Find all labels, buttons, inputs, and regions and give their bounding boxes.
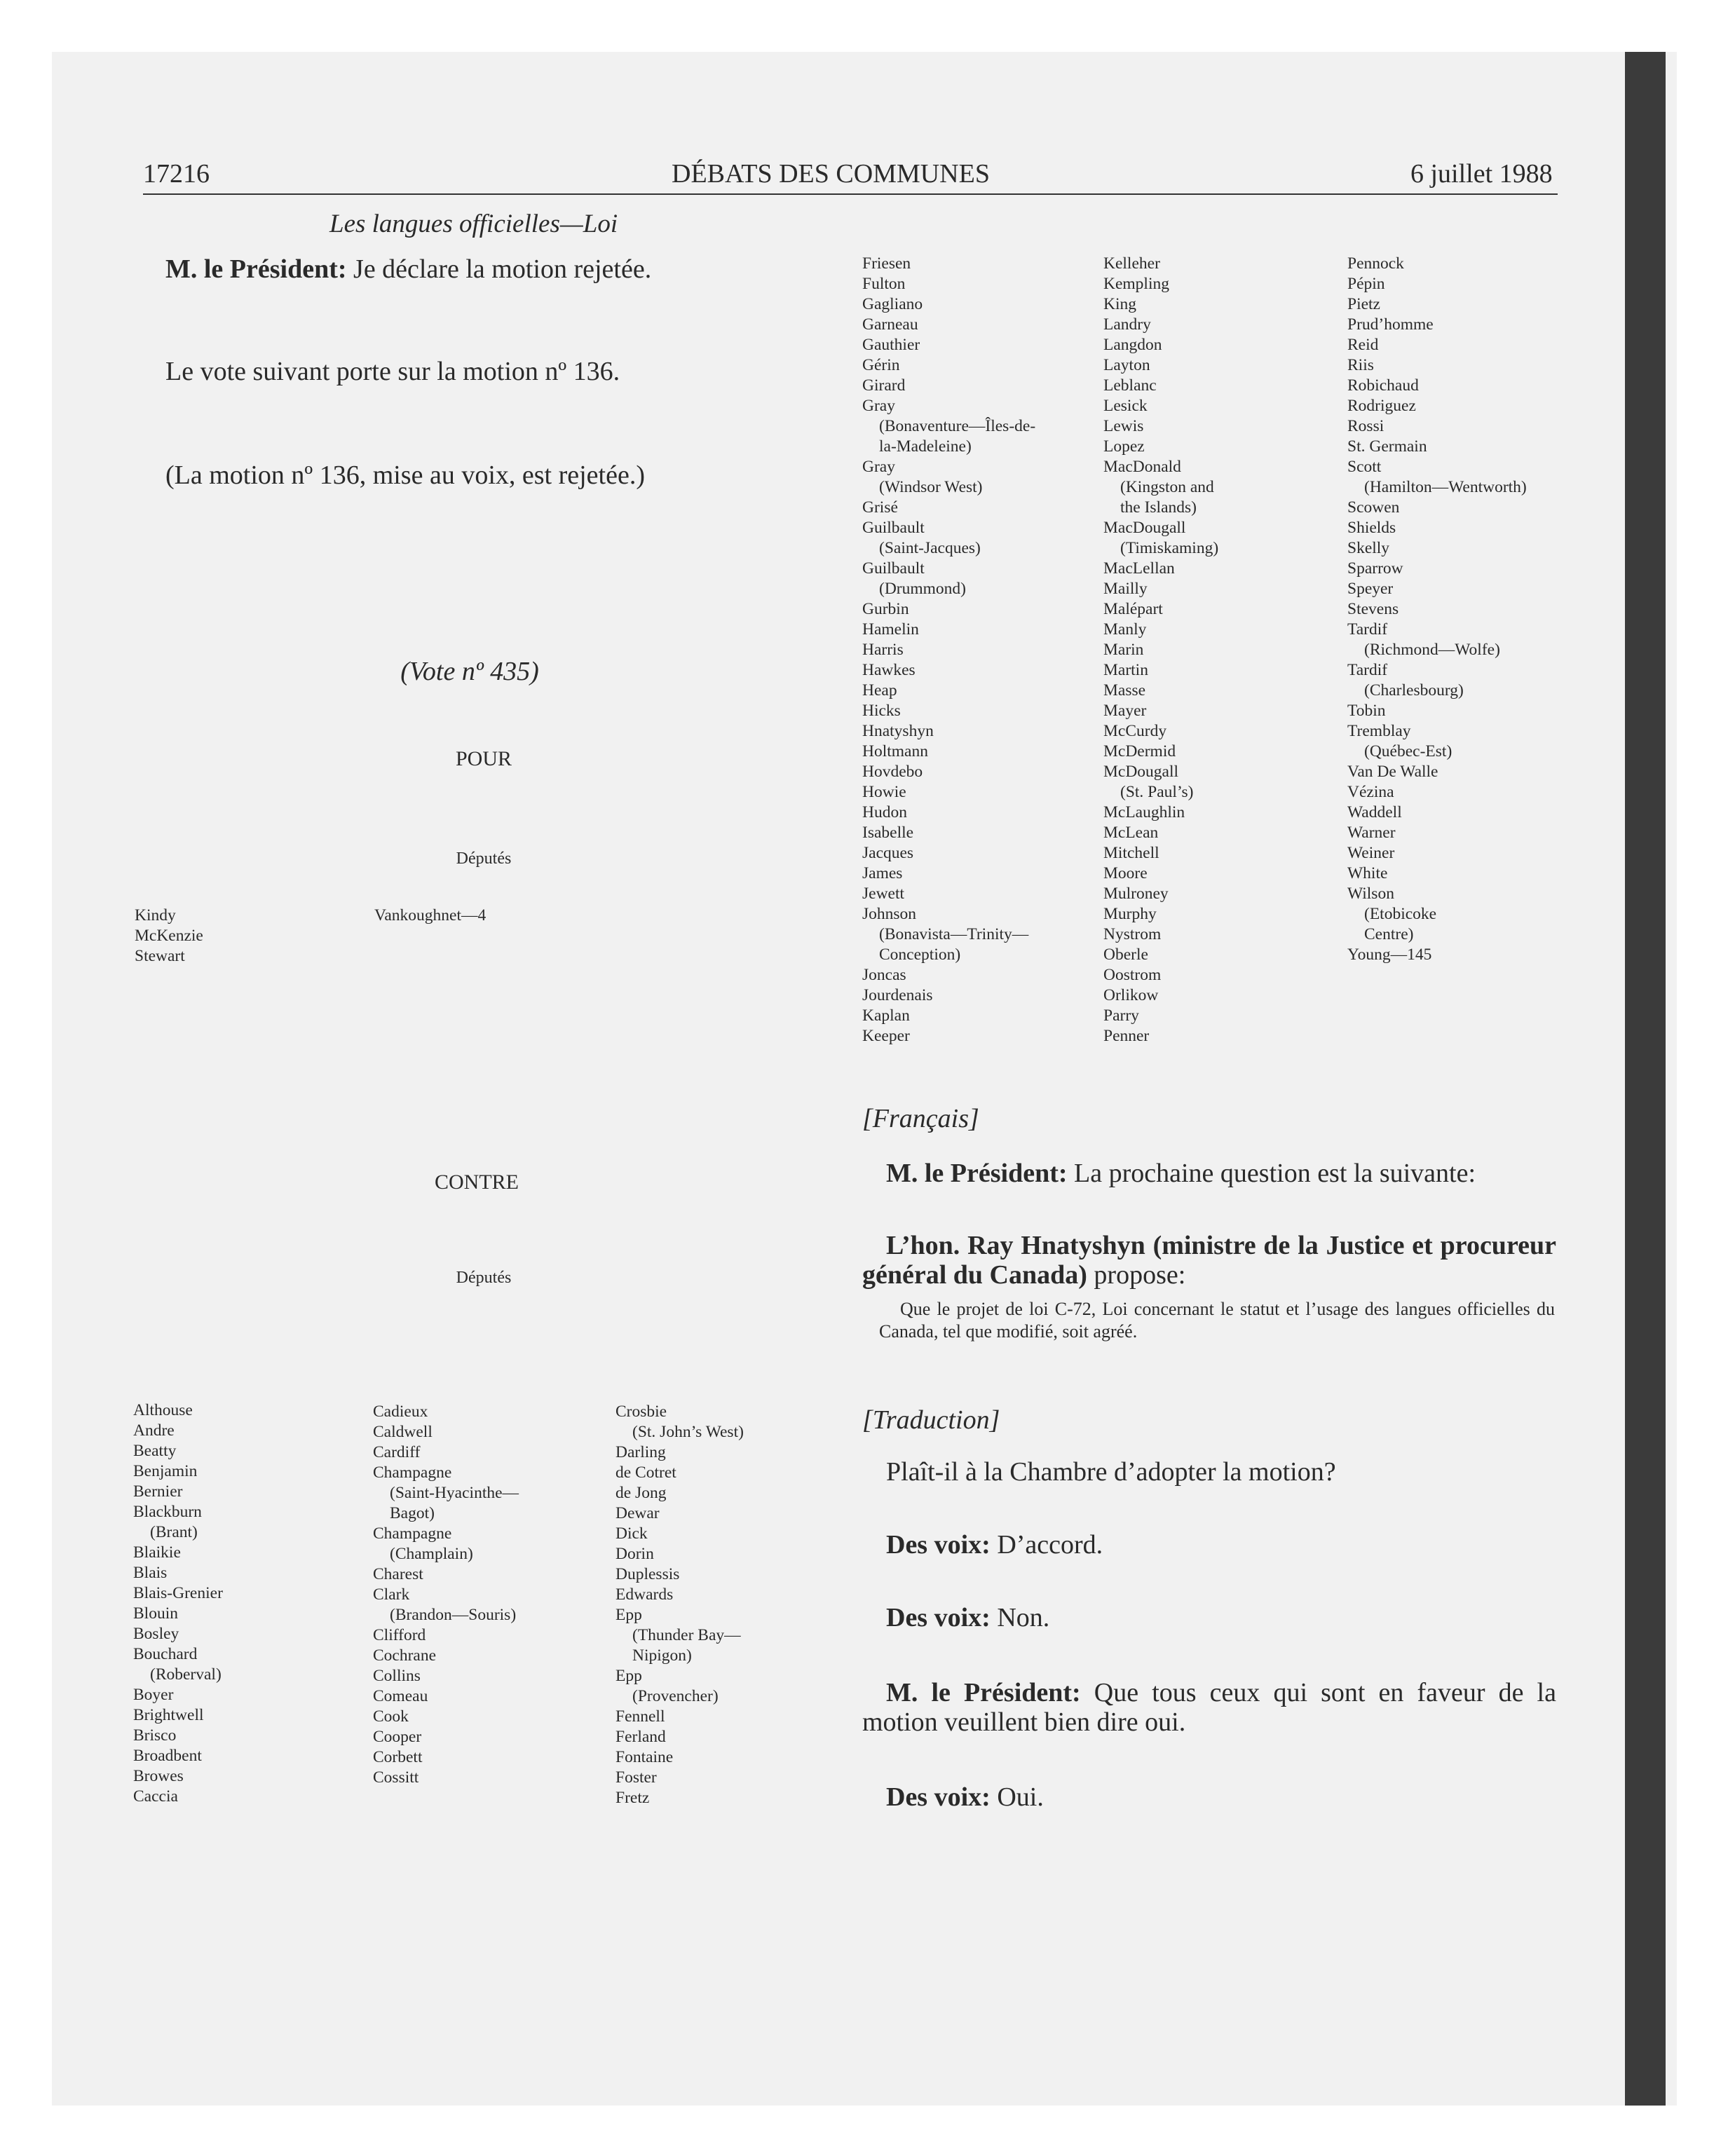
member-name: Stevens	[1347, 600, 1399, 618]
member-name: Althouse	[133, 1401, 193, 1419]
member-name: Tardif	[1347, 620, 1388, 639]
speech: propose:	[1087, 1260, 1186, 1290]
voices-disagree	[886, 1601, 1552, 1635]
member-name: Mailly	[1103, 580, 1148, 598]
header-rule	[143, 193, 1558, 195]
member-name: Andre	[133, 1421, 175, 1440]
member-name: Prud’homme	[1347, 315, 1434, 334]
member-name: Harris	[862, 641, 904, 659]
member-name: Dewar	[615, 1504, 660, 1522]
speech: Oui.	[990, 1782, 1044, 1812]
member-name: Corbett	[373, 1748, 423, 1766]
member-name: McDermid	[1103, 742, 1176, 760]
member-name: Leblanc	[1103, 376, 1157, 395]
member-name: Kempling	[1103, 275, 1169, 293]
member-name: Rodriguez	[1347, 397, 1416, 415]
member-name: King	[1103, 295, 1136, 313]
member-name: (Windsor West)	[879, 478, 983, 496]
member-name: (Hamilton—Wentworth)	[1364, 478, 1527, 496]
member-name: Nystrom	[1103, 925, 1162, 943]
member-name: de Cotret	[615, 1464, 676, 1482]
member-name: Joncas	[862, 966, 906, 984]
member-name: Kaplan	[862, 1007, 910, 1025]
member-name: Pennock	[1347, 254, 1404, 273]
member-name: Girard	[862, 376, 906, 395]
member-name: Tardif	[1347, 661, 1388, 679]
member-name: (Drummond)	[879, 580, 967, 598]
speaker: Des voix:	[886, 1530, 991, 1560]
member-name: Gérin	[862, 356, 900, 374]
member-name: Kelleher	[1103, 254, 1160, 273]
member-name: Friesen	[862, 254, 911, 273]
speech: Que tous ceux qui sont en faveur de la motion veuillent bien dire oui.	[862, 1678, 1556, 1737]
member-name: Fennell	[615, 1707, 665, 1726]
member-name: Blaikie	[133, 1543, 181, 1562]
member-name: Tremblay	[1347, 722, 1411, 740]
member-name: Waddell	[1347, 803, 1402, 821]
member-name: Oberle	[1103, 946, 1148, 964]
member-name: (Bonavista—Trinity—	[879, 925, 1029, 943]
speaker: M. le Président:	[886, 1678, 1081, 1707]
member-name: Guilbault	[862, 559, 925, 578]
member-name: Edwards	[615, 1585, 674, 1604]
member-name: Skelly	[1347, 539, 1390, 557]
member-name: Kindy	[135, 906, 176, 925]
member-name: MacDonald	[1103, 458, 1181, 476]
member-name: Van De Walle	[1347, 763, 1438, 781]
member-name: McKenzie	[135, 927, 203, 945]
contre-column-3	[615, 1402, 744, 1808]
traduction-marker: [Traduction]	[862, 1405, 1000, 1435]
member-name: Broadbent	[133, 1747, 202, 1765]
member-name: McDougall	[1103, 763, 1179, 781]
member-name: Hnatyshyn	[862, 722, 934, 740]
motion-text: Que le projet de loi C-72, Loi concernant le statut et l’usage des langues officielles du Canada, tel que modifié, soit agréé.	[879, 1299, 1555, 1342]
member-name: Gurbin	[862, 600, 909, 618]
member-name: Riis	[1347, 356, 1374, 374]
member-name: Champagne	[373, 1464, 452, 1482]
pour-heading: POUR	[455, 747, 512, 770]
member-name: Keeper	[862, 1027, 910, 1045]
member-name: (Provencher)	[632, 1687, 719, 1705]
member-name: (Saint-Jacques)	[879, 539, 981, 557]
member-name: (St. Paul’s)	[1120, 783, 1194, 801]
contre-column-4	[862, 254, 1035, 1046]
member-name: Mitchell	[1103, 844, 1159, 862]
member-name: (Bonaventure—Îles-de-	[879, 417, 1036, 435]
member-name: Dorin	[615, 1545, 654, 1563]
member-name: Orlikow	[1103, 986, 1159, 1004]
member-name: Sparrow	[1347, 559, 1403, 578]
member-name: Cooper	[373, 1728, 422, 1746]
speech: Je déclare la motion rejetée.	[346, 254, 652, 284]
member-name: Brightwell	[133, 1706, 204, 1724]
member-name: Gauthier	[862, 336, 920, 354]
member-name: Cochrane	[373, 1646, 437, 1665]
member-name: Gagliano	[862, 295, 923, 313]
member-name: Blouin	[133, 1604, 178, 1623]
member-name: Hovdebo	[862, 763, 923, 781]
member-name: Crosbie	[615, 1403, 667, 1421]
minister-proposal	[862, 1231, 1556, 1290]
member-name: MacLellan	[1103, 559, 1175, 578]
member-name: Martin	[1103, 661, 1148, 679]
member-name: Benjamin	[133, 1462, 198, 1480]
member-name: Bosley	[133, 1625, 179, 1643]
member-name: Bernier	[133, 1482, 183, 1501]
member-name: Mulroney	[1103, 885, 1169, 903]
member-name: Centre)	[1364, 925, 1414, 943]
member-name: Wilson	[1347, 885, 1394, 903]
member-name: (Champlain)	[390, 1545, 473, 1563]
member-name: Pietz	[1347, 295, 1380, 313]
member-name: Epp	[615, 1667, 642, 1685]
member-name: (Saint-Hyacinthe—	[390, 1484, 519, 1502]
page-date: 6 juillet 1988	[1410, 159, 1553, 189]
member-name: Fontaine	[615, 1748, 674, 1766]
member-name: Caccia	[133, 1787, 178, 1806]
member-name: Shields	[1347, 519, 1396, 537]
member-name: Gray	[862, 458, 895, 476]
member-name: Scowen	[1347, 498, 1400, 517]
member-name: Cossitt	[373, 1768, 419, 1787]
member-name: Hudon	[862, 803, 907, 821]
pour-column-2	[374, 906, 486, 926]
vote-number: (Vote nº 435)	[400, 657, 539, 686]
member-name: McCurdy	[1103, 722, 1167, 740]
member-name: Penner	[1103, 1027, 1150, 1045]
contre-column-2	[373, 1402, 519, 1788]
member-name: (Etobicoke	[1364, 905, 1437, 923]
member-name: (Charlesbourg)	[1364, 681, 1464, 700]
voices-yes	[886, 1780, 1552, 1814]
member-name: Heap	[862, 681, 897, 700]
member-name: Isabelle	[862, 824, 914, 842]
member-name: (Thunder Bay—	[632, 1626, 741, 1644]
speaker: M. le Président:	[886, 1159, 1068, 1188]
voices-agree	[886, 1528, 1552, 1562]
member-name: Bouchard	[133, 1645, 198, 1663]
member-name: Brisco	[133, 1726, 177, 1745]
member-name: Moore	[1103, 864, 1148, 882]
member-name: Browes	[133, 1767, 184, 1785]
member-name: Champagne	[373, 1524, 452, 1543]
member-name: (Timiskaming)	[1120, 539, 1219, 557]
member-name: Epp	[615, 1606, 642, 1624]
member-name: Robichaud	[1347, 376, 1419, 395]
member-name: Holtmann	[862, 742, 928, 760]
member-name: Clifford	[373, 1626, 426, 1644]
contre-heading: CONTRE	[435, 1171, 519, 1194]
pour-column-1	[135, 906, 203, 967]
journal-title: DÉBATS DES COMMUNES	[672, 159, 990, 189]
member-name: Hamelin	[862, 620, 919, 639]
vote-result: (La motion nº 136, mise au voix, est rejetée.)	[165, 460, 645, 490]
member-name: Guilbault	[862, 519, 925, 537]
deputes-pour-heading: Députés	[456, 850, 512, 868]
member-name: Foster	[615, 1768, 657, 1787]
member-name: Bagot)	[390, 1504, 435, 1522]
member-name: Blackburn	[133, 1503, 202, 1521]
deputes-contre-heading: Députés	[456, 1269, 512, 1287]
running-head: Les langues officielles—Loi	[329, 210, 618, 238]
member-name: White	[1347, 864, 1388, 882]
member-name: Parry	[1103, 1007, 1139, 1025]
member-name: Manly	[1103, 620, 1147, 639]
member-name: Caldwell	[373, 1423, 433, 1441]
member-name: St. Germain	[1347, 437, 1427, 456]
speech: D’accord.	[990, 1530, 1103, 1560]
member-name: Cardiff	[373, 1443, 421, 1461]
member-name: Jacques	[862, 844, 914, 862]
member-name: MacDougall	[1103, 519, 1186, 537]
next-question	[862, 1157, 1556, 1190]
member-name: Hawkes	[862, 661, 916, 679]
member-name: Charest	[373, 1565, 423, 1583]
member-name: Malépart	[1103, 600, 1163, 618]
member-name: Warner	[1347, 824, 1396, 842]
contre-column-1	[133, 1400, 223, 1807]
member-name: Lopez	[1103, 437, 1145, 456]
member-name: Tobin	[1347, 702, 1386, 720]
contre-column-6	[1347, 254, 1527, 965]
member-name: Young—145	[1347, 946, 1432, 964]
member-name: (Brant)	[150, 1523, 198, 1541]
speaker: M. le Président:	[165, 254, 347, 284]
member-name: Blais-Grenier	[133, 1584, 223, 1602]
member-name: Johnson	[862, 905, 917, 923]
member-name: Fulton	[862, 275, 906, 293]
member-name: Masse	[1103, 681, 1146, 700]
president-declaration	[165, 252, 824, 286]
member-name: Mayer	[1103, 702, 1147, 720]
member-name: Lesick	[1103, 397, 1148, 415]
member-name: Scott	[1347, 458, 1382, 476]
member-name: (Brandon—Souris)	[390, 1606, 517, 1624]
member-name: (St. John’s West)	[632, 1423, 744, 1441]
member-name: Grisé	[862, 498, 898, 517]
member-name: Speyer	[1347, 580, 1394, 598]
member-name: McLean	[1103, 824, 1159, 842]
member-name: de Jong	[615, 1484, 667, 1502]
member-name: Layton	[1103, 356, 1150, 374]
member-name: Beatty	[133, 1442, 177, 1460]
member-name: (Québec-Est)	[1364, 742, 1452, 760]
page-number: 17216	[143, 159, 210, 189]
member-name: Blais	[133, 1564, 168, 1582]
member-name: Cook	[373, 1707, 409, 1726]
member-name: (Kingston and	[1120, 478, 1214, 496]
member-name: (Roberval)	[150, 1665, 222, 1684]
member-name: James	[862, 864, 903, 882]
adopt-question: Plaît-il à la Chambre d’adopter la motion?	[886, 1457, 1336, 1487]
member-name: Reid	[1347, 336, 1379, 354]
speaker: L’hon. Ray Hnatyshyn (ministre de la Justice et procureur général du Canada)	[862, 1231, 1556, 1290]
member-name: Vankoughnet—4	[374, 906, 487, 925]
member-name: Vézina	[1347, 783, 1394, 801]
speech: La prochaine question est la suivante:	[1067, 1159, 1476, 1188]
scan-edge	[1625, 52, 1666, 2106]
member-name: Lewis	[1103, 417, 1144, 435]
member-name: Stewart	[135, 947, 185, 965]
member-name: Murphy	[1103, 905, 1157, 923]
member-name: Oostrom	[1103, 966, 1162, 984]
member-name: Jewett	[862, 885, 905, 903]
member-name: (Richmond—Wolfe)	[1364, 641, 1500, 659]
member-name: Ferland	[615, 1728, 666, 1746]
member-name: Marin	[1103, 641, 1144, 659]
member-name: Pépin	[1347, 275, 1385, 293]
member-name: Fretz	[615, 1789, 650, 1807]
member-name: Langdon	[1103, 336, 1162, 354]
member-name: Boyer	[133, 1686, 174, 1704]
member-name: Nipigon)	[632, 1646, 692, 1665]
member-name: McLaughlin	[1103, 803, 1185, 821]
member-name: Rossi	[1347, 417, 1384, 435]
member-name: Dick	[615, 1524, 648, 1543]
member-name: Jourdenais	[862, 986, 933, 1004]
member-name: Cadieux	[373, 1403, 428, 1421]
member-name: Garneau	[862, 315, 918, 334]
president-call	[862, 1678, 1556, 1737]
speaker: Des voix:	[886, 1782, 991, 1812]
member-name: Weiner	[1347, 844, 1395, 862]
member-name: Comeau	[373, 1687, 428, 1705]
member-name: Duplessis	[615, 1565, 680, 1583]
member-name: la-Madeleine)	[879, 437, 972, 456]
member-name: Landry	[1103, 315, 1151, 334]
member-name: Howie	[862, 783, 906, 801]
member-name: Collins	[373, 1667, 421, 1685]
vote-intro: Le vote suivant porte sur la motion nº 136.	[165, 357, 620, 386]
member-name: Hicks	[862, 702, 901, 720]
speaker: Des voix:	[886, 1603, 991, 1632]
member-name: the Islands)	[1120, 498, 1197, 517]
member-name: Clark	[373, 1585, 410, 1604]
speech: Non.	[990, 1603, 1050, 1632]
contre-column-5	[1103, 254, 1218, 1046]
member-name: Darling	[615, 1443, 666, 1461]
member-name: Conception)	[879, 946, 961, 964]
member-name: Gray	[862, 397, 895, 415]
francais-marker: [Français]	[862, 1104, 979, 1133]
